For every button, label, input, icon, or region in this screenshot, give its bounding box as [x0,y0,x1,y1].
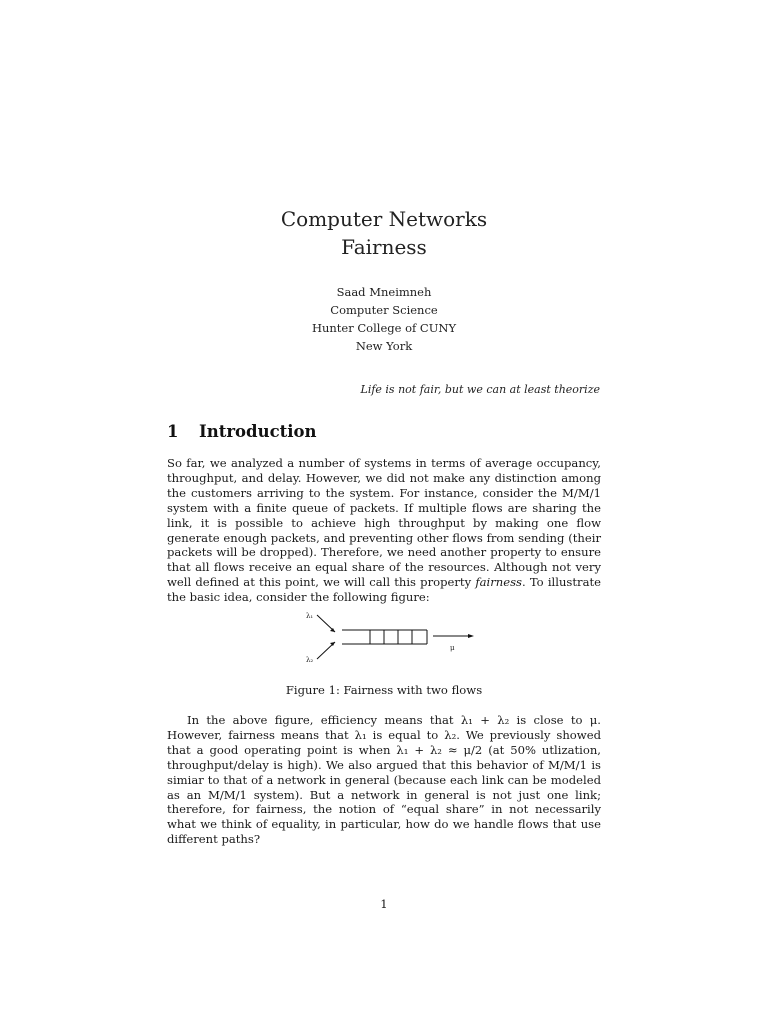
author-department: Computer Science [330,303,438,317]
figure-caption: Figure 1: Fairness with two flows [285,683,483,697]
section-title: Introduction [199,422,317,441]
section-heading [167,422,317,441]
document-title: Computer Networks [280,207,488,231]
queue-diagram [300,604,490,674]
mu-label: μ [450,644,455,652]
document-subtitle: Fairness [341,235,427,259]
paragraph-intro-tail: . To illustrate the basic idea, consider the following figure: [167,575,602,605]
section-number: 1 [167,422,179,441]
paragraph-intro-emphasis: fairness [475,575,522,590]
author-name: Saad Mneimneh [336,285,432,299]
paragraph-intro-text: So far, we analyzed a number of systems in terms of average occupancy, throughput, and delay. However, we did not make any distinction among the customers arriving to the system. For instance, consider the M/M/1 system with a finite queue of packets. If multiple flows are sharing the link, it is possible to achieve high throughput by making one flow generate enough packets, and preventing other flows from sending (their packets will be dropped). Therefore, we need another property to ensure that all flows receive an equal share of the resources. Although not very well defined at this point, we will call this property [167,456,601,590]
lambda-1-label: λ₁ [306,612,314,620]
epigraph: Life is not fair, but we can at least theorize [360,383,600,396]
output-arrowhead [468,634,474,638]
author-block [0,283,768,355]
queue-figure [300,604,490,674]
page-number: 1 [380,897,388,911]
paragraph-intro [167,456,601,605]
title-block [0,205,768,261]
lambda-2-label: λ₂ [306,656,314,664]
author-institution: Hunter College of CUNY [311,321,457,335]
author-city: New York [355,339,413,353]
paragraph-fairness: In the above figure, efficiency means that λ₁ + λ₂ is close to μ. However, fairness means that λ₁ is equal to λ₂. We previously showed that a good operating point is when λ₁ + λ₂ ≈ μ/2 (at 50% utlization, throughput/delay is high). We also argued that this behavior of M/M/1 is simiar to that of a network in general (because each link can be modeled as an M/M/1 system). But a network in general is not just one link; therefore, for fairness, the notion of “equal share” in not necessarily what we think of equality, in particular, how do we handle flows that use different paths? [167,713,601,847]
